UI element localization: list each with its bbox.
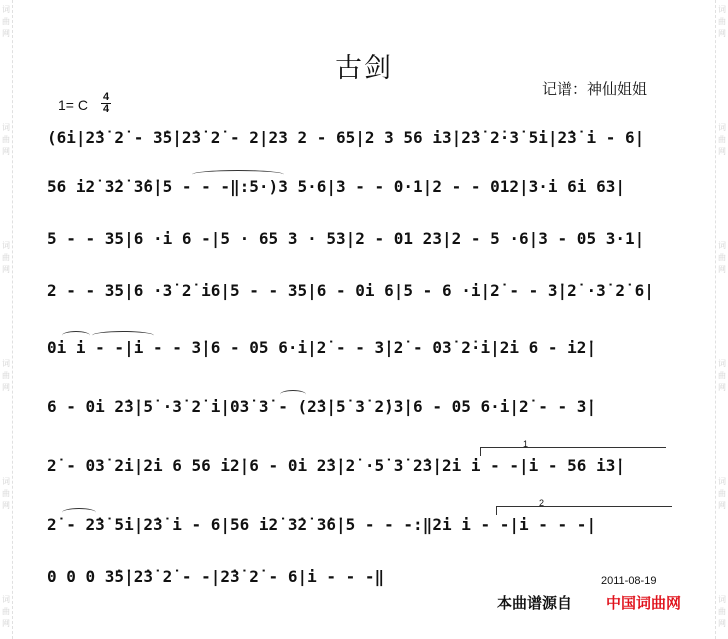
score-line-3: 5 - - 35|6 ·i 6 -|5 · 65 3 · 53|2 - 01 23|2 - 5 ·6|3 - 05 3·1| bbox=[47, 229, 645, 248]
score-line-4: 2 - - 35|6 ·3̇ 2̇ i6|5 - - 35|6 - 0i 6|5 - 6 ·i|2̇ - - 3̇|2̇ ·3̇ 2̇ 6| bbox=[47, 281, 654, 300]
source-label: 本曲谱源自 bbox=[497, 594, 573, 612]
tie-slur bbox=[62, 331, 90, 340]
volta-number-1: 1 bbox=[523, 439, 529, 449]
score-line-5: 0i i - -|i - - 3̇|6 - 05 6·i|2̇ - - 3̇|2̇ - 03̇ 2̇·i|2̇i 6 - i2̇| bbox=[47, 338, 597, 357]
time-signature-top: 4 bbox=[102, 91, 110, 103]
watermark-text: 词 曲 网 bbox=[2, 241, 10, 274]
left-watermark-strip bbox=[0, 0, 13, 639]
tie-slur bbox=[280, 390, 306, 399]
transcriber-credit: 记谱：神仙姐姐 bbox=[542, 80, 648, 98]
tie-slur bbox=[62, 508, 96, 517]
score-line-9: 0 0 0 3̇5̇|2̇3̇ 2̇ - -|2̇3̇ 2̇ - 6|i - - -‖ bbox=[47, 567, 385, 586]
watermark-text: 词 曲 网 bbox=[718, 241, 726, 274]
watermark-text: 词 曲 网 bbox=[2, 359, 10, 392]
time-signature-bottom: 4 bbox=[102, 103, 110, 115]
time-signature bbox=[101, 92, 111, 115]
volta-number-2: 2 bbox=[539, 498, 545, 508]
watermark-text: 词 曲 网 bbox=[718, 477, 726, 510]
site-name-link[interactable]: 中国词曲网 bbox=[606, 594, 682, 612]
key-signature: 1= C bbox=[58, 97, 88, 113]
watermark-text: 词 曲 网 bbox=[2, 477, 10, 510]
tie-slur bbox=[92, 331, 154, 340]
score-line-2: 56 i2̇ 3̇2̇ 3̇6̇|5 - - -‖:5·)3 5·6|3 - - 0·1|2 - - 012|3·i 6i 63| bbox=[47, 177, 625, 196]
volta-bracket-1 bbox=[480, 439, 666, 456]
score-line-8: 2̇ - 2̇3̇ 5̇i|2̇3̇ i - 6|56 i2̇ 3̇2̇ 3̇6̇|5 - - -:‖2̇i i - -|i - - -| bbox=[47, 515, 597, 534]
watermark-text: 词 曲 网 bbox=[718, 359, 726, 392]
score-line-1: (6i|2̇3̇ 2̇ - 3̇5̇|2̇3̇ 2̇ - 2|23 2 - 65|2 3 56 i3̇|2̇3̇ 2̇·3̇ 5̇i|2̇3̇ i - 6| bbox=[47, 128, 645, 147]
watermark-text: 词 曲 网 bbox=[718, 5, 726, 38]
score-title: 古剑 bbox=[335, 53, 393, 84]
date-stamp: 2011-08-19 bbox=[601, 575, 657, 587]
score-line-7: 2̇ - 03̇ 2̇i|2̇i 6 56 i2̇|6 - 0i 2̇3̇|2̇ ·5̇ 3̇ 2̇3̇|2̇i i - -|i - 56 i3̇| bbox=[47, 456, 625, 475]
watermark-text: 词 曲 网 bbox=[2, 595, 10, 628]
volta-bracket-2 bbox=[496, 498, 672, 515]
right-watermark-strip bbox=[715, 0, 728, 639]
watermark-text: 词 曲 网 bbox=[2, 5, 10, 38]
watermark-text: 词 曲 网 bbox=[2, 123, 10, 156]
watermark-text: 词 曲 网 bbox=[718, 123, 726, 156]
tie-slur bbox=[192, 170, 284, 179]
watermark-text: 词 曲 网 bbox=[718, 595, 726, 628]
score-line-6: 6 - 0i 2̇3̇|5̇ ·3̇ 2̇ i|03̇ 3̇ - (2̇3̇|5̇ 3̇ 2̇)3̇|6 - 05 6·i|2̇ - - 3̇| bbox=[47, 397, 597, 416]
